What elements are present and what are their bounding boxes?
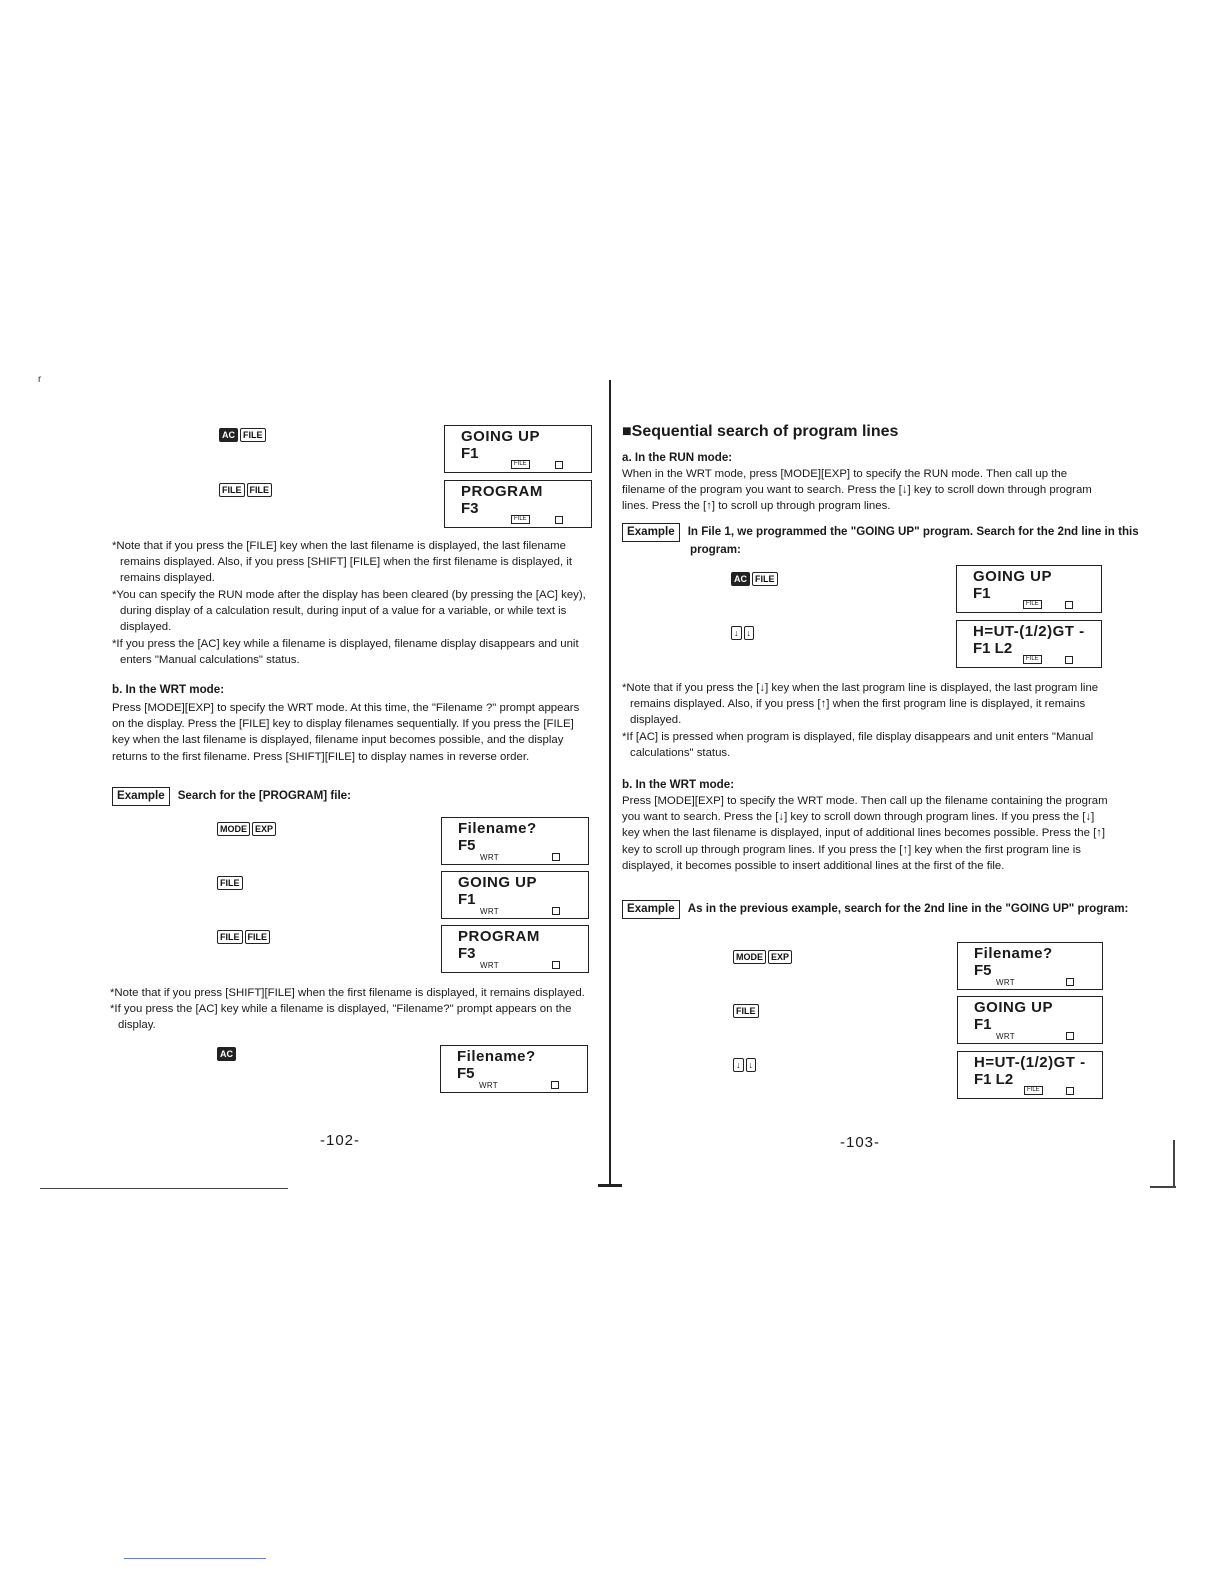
page-103	[612, 0, 1224, 1584]
page-number: -103-	[840, 1134, 881, 1151]
key-mode: MODE	[733, 950, 766, 964]
lcd-display	[957, 1051, 1103, 1099]
lcd-cursor-square	[1066, 1032, 1074, 1040]
key-sequence	[732, 1002, 760, 1020]
heading-wrt-mode: b. In the WRT mode:	[622, 778, 735, 791]
key-down-arrow: ↓	[731, 626, 742, 640]
example-second-line	[622, 900, 1182, 919]
lcd-indicator: WRT	[479, 1081, 498, 1090]
lcd-line-1: Filename?	[457, 1048, 536, 1065]
lcd-indicator: WRT	[480, 907, 499, 916]
example-tag: Example	[112, 787, 170, 806]
key-exp: EXP	[252, 822, 276, 836]
lcd-display	[956, 565, 1102, 613]
key-sequence	[730, 570, 779, 588]
note-shift-file: *Note that if you press [SHIFT][FILE] when the first filename is displayed, it remains displayed.	[110, 987, 585, 999]
note-ac-prompt: *If you press the [AC] key while a filename is displayed, "Filename?" prompt appears on the display.	[110, 1003, 572, 1032]
lcd-line-1: GOING UP	[973, 568, 1053, 585]
lcd-cursor-square	[1066, 978, 1074, 986]
para-wrt-mode: Press [MODE][EXP] to specify the WRT mode. At this time, the "Filename ?" prompt appears on the display. Press the [FILE] key to display filenames sequentially. If you press the [FILE] key when the last filename is displayed, filename input becomes possible, and the display returns to the first filename. Press [SHIFT][FILE] to display names in reverse order.	[112, 702, 580, 763]
key-down-arrow: ↓	[744, 626, 755, 640]
key-sequence	[218, 426, 267, 444]
example-program-search	[112, 787, 590, 806]
key-sequence	[730, 624, 755, 642]
lcd-indicator: FILE	[1023, 655, 1042, 664]
example-text: As in the previous example, search for the 2nd line in the "GOING UP" program:	[687, 902, 1129, 915]
note-run-mode: *You can specify the RUN mode after the display has been cleared (by pressing the [AC] key), during display of a calculation result, during input of a value for a variable, or while text is displayed.	[112, 589, 586, 634]
lcd-line-1: PROGRAM	[458, 928, 540, 945]
lcd-line-1: Filename?	[974, 945, 1053, 962]
section-title: ■Sequential search of program lines	[622, 423, 899, 440]
lcd-line-1: H=UT-(1/2)GT -	[973, 623, 1085, 640]
lcd-display	[444, 480, 592, 528]
key-file: FILE	[247, 483, 273, 497]
lcd-line-2: F1 L2	[973, 640, 1013, 657]
lcd-cursor-square	[552, 961, 560, 969]
lcd-line-1: PROGRAM	[461, 483, 543, 500]
lcd-line-2: F1	[973, 585, 991, 602]
lcd-display	[441, 817, 589, 865]
lcd-display	[440, 1045, 588, 1093]
lcd-line-2: F3	[458, 945, 476, 962]
lcd-line-1: H=UT-(1/2)GT -	[974, 1054, 1086, 1071]
key-down-arrow: ↓	[733, 1058, 744, 1072]
lcd-line-2: F1	[974, 1016, 992, 1033]
example-text: Search for the [PROGRAM] file:	[177, 789, 351, 802]
lcd-line-2: F5	[974, 962, 992, 979]
lcd-cursor-square	[1065, 601, 1073, 609]
para-run-mode: When in the WRT mode, press [MODE][EXP] to specify the RUN mode. Then call up the filename of the program you want to search. Press the [↓] key to scroll down through program lines. Press the [↑] to scroll up through program lines.	[622, 468, 1092, 513]
corner-mark: r	[38, 374, 42, 385]
key-ac: AC	[219, 428, 238, 442]
note-last-filename: *Note that if you press the [FILE] key when the last filename is displayed, the last filename remains displayed. Also, if you press [SHIFT] [FILE] when the first filename is displayed, it remains displayed.	[112, 540, 573, 585]
lcd-cursor-square	[552, 907, 560, 915]
example-text: In File 1, we programmed the "GOING UP" program. Search for the 2nd line in this program:	[687, 525, 1139, 556]
key-sequence	[732, 1056, 757, 1074]
key-file: FILE	[240, 428, 266, 442]
example-tag: Example	[622, 523, 680, 542]
lcd-indicator: WRT	[480, 961, 499, 970]
lcd-indicator: WRT	[996, 978, 1015, 987]
lcd-cursor-square	[1066, 1087, 1074, 1095]
key-file: FILE	[217, 930, 243, 944]
key-file: FILE	[733, 1004, 759, 1018]
lcd-cursor-square	[555, 461, 563, 469]
heading-run-mode: a. In the RUN mode:	[622, 451, 733, 464]
lcd-display	[441, 871, 589, 919]
key-ac: AC	[217, 1047, 236, 1061]
heading-wrt-mode: b. In the WRT mode:	[112, 683, 225, 696]
para-wrt-mode: Press [MODE][EXP] to specify the WRT mode. Then call up the filename containing the program you want to search. Press the [↓] key to scroll down through program lines. If you press the [↓] key when the last filename is displayed, input of additional lines becomes possible. Press the [↑] key to scroll up through program lines. If you press the [↑] key when the first program line is displayed, it becomes possible to insert additional lines at the first of the file.	[622, 795, 1108, 872]
key-file: FILE	[219, 483, 245, 497]
key-file: FILE	[245, 930, 271, 944]
lcd-line-2: F5	[457, 1065, 475, 1082]
lcd-indicator: FILE	[511, 515, 530, 524]
lcd-cursor-square	[1065, 656, 1073, 664]
lcd-line-2: F1	[458, 891, 476, 908]
lcd-display	[957, 942, 1103, 990]
lcd-indicator: FILE	[1024, 1086, 1043, 1095]
lcd-line-2: F1 L2	[974, 1071, 1014, 1088]
lcd-line-1: GOING UP	[458, 874, 538, 891]
key-ac: AC	[731, 572, 750, 586]
key-sequence	[216, 1045, 237, 1063]
note-last-line: *Note that if you press the [↓] key when the last program line is displayed, the last program line remains displayed. Also, if you press [↑] when the first program line is displayed, it remains displayed.	[622, 682, 1099, 727]
lcd-cursor-square	[552, 853, 560, 861]
key-sequence	[732, 948, 793, 966]
key-exp: EXP	[768, 950, 792, 964]
example-tag: Example	[622, 900, 680, 919]
lcd-line-1: Filename?	[458, 820, 537, 837]
lcd-indicator: WRT	[996, 1032, 1015, 1041]
key-file: FILE	[752, 572, 778, 586]
key-file: FILE	[217, 876, 243, 890]
note-ac-program: *If [AC] is pressed when program is displayed, file display disappears and unit enters "Manual calculations" status.	[622, 731, 1094, 760]
key-sequence	[218, 481, 273, 499]
key-mode: MODE	[217, 822, 250, 836]
lcd-indicator: FILE	[511, 460, 530, 469]
key-sequence	[216, 820, 277, 838]
example-going-up	[622, 523, 1180, 558]
key-sequence	[216, 928, 271, 946]
lcd-display	[441, 925, 589, 973]
key-down-arrow: ↓	[746, 1058, 757, 1072]
lcd-display	[444, 425, 592, 473]
lcd-line-1: GOING UP	[461, 428, 541, 445]
lcd-line-2: F1	[461, 445, 479, 462]
lcd-indicator: FILE	[1023, 600, 1042, 609]
lcd-cursor-square	[551, 1081, 559, 1089]
lcd-display	[956, 620, 1102, 668]
page-number: -102-	[320, 1132, 361, 1149]
lcd-line-1: GOING UP	[974, 999, 1054, 1016]
lcd-indicator: WRT	[480, 853, 499, 862]
lcd-display	[957, 996, 1103, 1044]
note-ac-key: *If you press the [AC] key while a filename is displayed, filename display disappears and unit enters "Manual calculations" status.	[112, 638, 579, 667]
key-sequence	[216, 874, 244, 892]
lcd-cursor-square	[555, 516, 563, 524]
lcd-line-2: F5	[458, 837, 476, 854]
lcd-line-2: F3	[461, 500, 479, 517]
